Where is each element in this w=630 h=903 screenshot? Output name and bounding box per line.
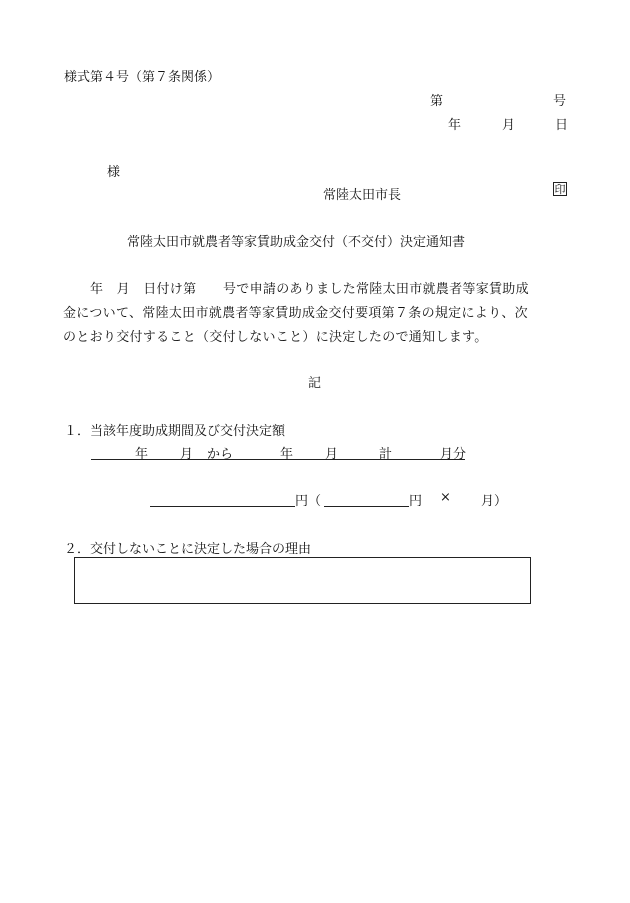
addressee-honorific: 様 [107, 165, 121, 180]
period-from: から [207, 447, 234, 462]
body-text-line-3: のとおり交付すること（交付しないこと）に決定したので通知します。 [63, 330, 488, 345]
body-text-line-2: 金について、常陸太田市就農者等家賃助成金交付要項第７条の規定により、次 [63, 306, 528, 321]
period-months: 月分 [440, 447, 467, 462]
seal-mark: 印 [554, 183, 566, 196]
monthly-amount-underline [324, 490, 409, 507]
date-month-label: 月 [502, 118, 516, 133]
period-month-1: 月 [180, 447, 194, 462]
section-1-heading: １．当該年度助成期間及び交付決定額 [64, 424, 286, 439]
amount-yen-open: 円（ [295, 494, 322, 509]
amount-times: × [440, 490, 451, 505]
amount-underline [150, 490, 295, 507]
ki-marker: 記 [308, 376, 322, 391]
amount-month-close: 月） [481, 494, 508, 509]
document-title: 常陸太田市就農者等家賃助成金交付（不交付）決定通知書 [127, 235, 466, 250]
body-text-line-1: 年 月 日付け第 号で申請のありました常陸太田市就農者等家賃助成 [90, 282, 529, 297]
document-number-prefix: 第 [430, 94, 444, 109]
section-2-heading: ２．交付しないことに決定した場合の理由 [64, 542, 312, 557]
issuer-name: 常陸太田市長 [323, 188, 402, 203]
period-year-2: 年 [280, 447, 294, 462]
date-year-label: 年 [448, 118, 462, 133]
document-number-suffix: 号 [553, 94, 567, 109]
amount-yen: 円 [409, 494, 423, 509]
date-day-label: 日 [555, 118, 569, 133]
reason-box [74, 557, 531, 604]
form-label: 様式第４号（第７条関係） [64, 70, 221, 85]
period-year-1: 年 [135, 447, 149, 462]
period-total: 計 [379, 447, 393, 462]
period-month-2: 月 [325, 447, 339, 462]
